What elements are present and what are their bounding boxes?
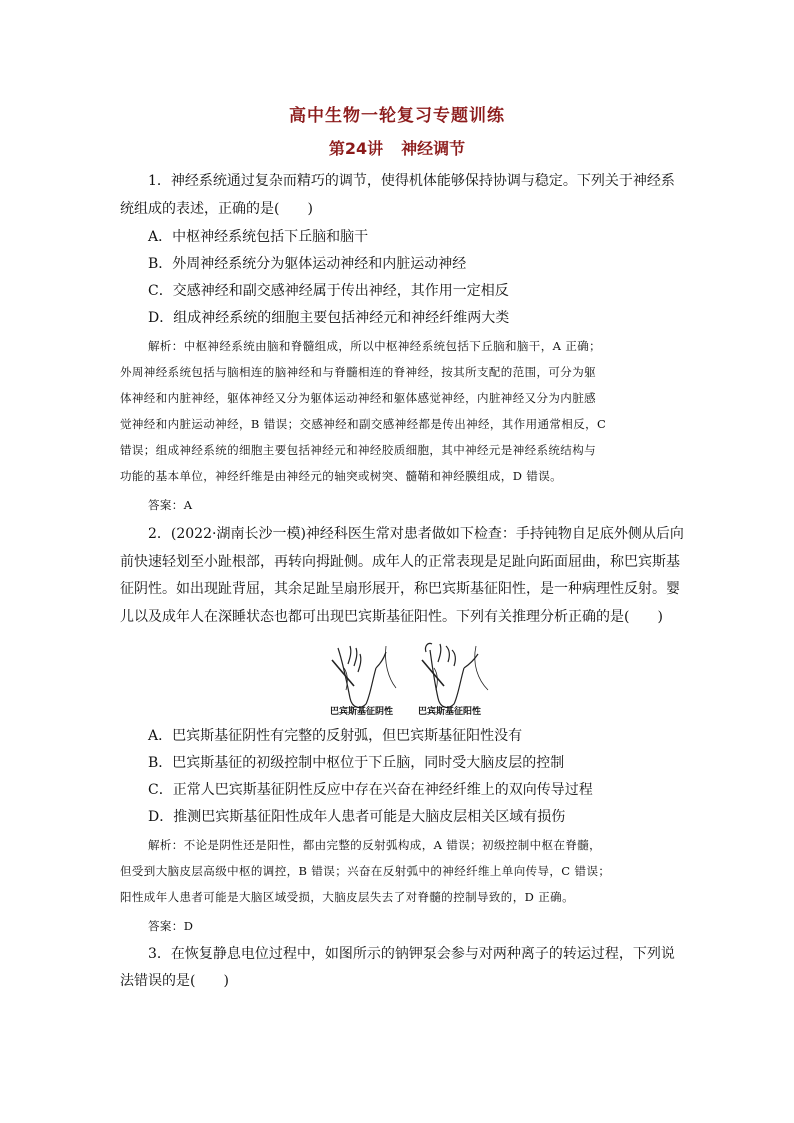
q1-analysis-line-2: 外周神经系统包括与脑相连的脑神经和与脊髓相连的脊神经，按其所支配的范围，可分为躯 — [120, 365, 596, 379]
lesson-number: 第24讲 — [328, 139, 384, 158]
q2-option-c: C．正常人巴宾斯基征阴性反应中存在兴奋在神经纤维上的双向传导过程 — [148, 782, 593, 798]
lesson-name: 神经调节 — [401, 139, 466, 158]
q3-stem-line-2: 法错误的是( ) — [120, 973, 229, 989]
caption-positive: 巴宾斯基征阳性 — [418, 707, 482, 717]
q2-option-a: A．巴宾斯基征阴性有完整的反射弧，但巴宾斯基征阳性没有 — [148, 728, 523, 744]
q2-analysis-line-3: 阳性成年人患者可能是大脑区域受损，大脑皮层失去了对脊髓的控制导致的，D 正确。 — [120, 890, 574, 904]
q2-stem-line-3: 征阴性。如出现趾背屈，其余足趾呈扇形展开，称巴宾斯基征阳性，是一种病理性反射。婴 — [120, 581, 680, 597]
document-title: 高中生物一轮复习专题训练 — [289, 106, 505, 126]
q1-stem-line-2: 统组成的表述，正确的是( ) — [120, 201, 313, 217]
caption-negative: 巴宾斯基征阴性 — [330, 707, 394, 717]
q2-stem-line-2: 前快速轻划至小趾根部，再转向拇趾侧。成年人的正常表现是足趾向跖面屈曲，称巴宾斯基 — [120, 554, 680, 570]
q1-option-c: C．交感神经和副交感神经属于传出神经，其作用一定相反 — [148, 283, 509, 299]
q2-option-b: B．巴宾斯基征的初级控制中枢位于下丘脑，同时受大脑皮层的控制 — [148, 755, 565, 771]
q1-analysis-line-3: 体神经和内脏神经，躯体神经又分为躯体运动神经和躯体感觉神经，内脏神经又分为内脏感 — [120, 391, 596, 405]
q1-option-d: D．组成神经系统的细胞主要包括神经元和神经纤维两大类 — [148, 310, 510, 326]
q2-analysis-line-2: 但受到大脑皮层高级中枢的调控，B 错误；兴奋在反射弧中的神经纤维上单向传导，C 错误； — [120, 864, 611, 878]
q1-option-a: A．中枢神经系统包括下丘脑和脑干 — [148, 229, 369, 245]
q1-stem-line-1: 1．神经系统通过复杂而精巧的调节，使得机体能够保持协调与稳定。下列关于神经系 — [148, 173, 675, 189]
q1-analysis-line-1: 解析：中枢神经系统由脑和脊髓组成，所以中枢神经系统包括下丘脑和脑干，A 正确； — [148, 339, 602, 353]
lesson-heading — [0, 136, 794, 159]
foot-negative-illustration — [332, 646, 396, 707]
q1-option-b: B．外周神经系统分为躯体运动神经和内脏运动神经 — [148, 256, 467, 272]
q2-stem-line-4: 儿以及成年人在深睡状态也都可出现巴宾斯基征阳性。下列有关推理分析正确的是( ) — [120, 609, 663, 625]
q2-analysis-line-1: 解析：不论是阴性还是阳性，都由完整的反射弧构成，A 错误；初级控制中枢在脊髓， — [148, 838, 602, 852]
q2-answer: 答案：D — [148, 919, 194, 933]
q1-analysis-line-6: 功能的基本单位，神经纤维是由神经元的轴突或树突、髓鞘和神经膜组成，D 错误。 — [120, 469, 563, 483]
q1-answer: 答案：A — [148, 498, 193, 512]
q3-stem-line-1: 3．在恢复静息电位过程中，如图所示的钠钾泵会参与对两种离子的转运过程，下列说 — [148, 946, 675, 962]
q2-stem-line-1: 2．(2022·湖南长沙一模)神经科医生常对患者做如下检查：手持钝物自足底外侧从后向 — [148, 526, 684, 542]
foot-positive-illustration — [422, 643, 488, 707]
q1-analysis-line-4: 觉神经和内脏运动神经，B 错误；交感神经和副交感神经都是传出神经，其作用通常相反，C — [120, 417, 607, 431]
q1-analysis-line-5: 错误；组成神经系统的细胞主要包括神经元和神经胶质细胞，其中神经元是神经系统结构与 — [120, 443, 596, 457]
q2-option-d: D．推测巴宾斯基征阳性成年人患者可能是大脑皮层相关区域有损伤 — [148, 809, 566, 825]
